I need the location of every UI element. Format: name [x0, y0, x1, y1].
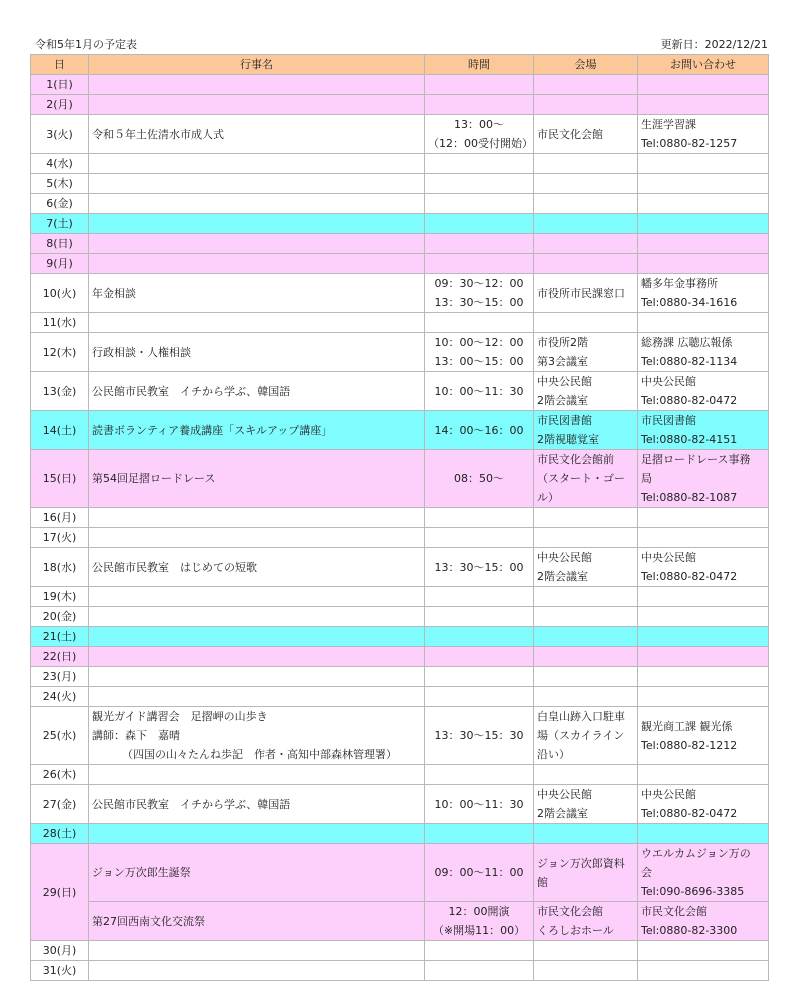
contact-cell: 市民図書館 Tel:0880-82-4151 — [638, 411, 769, 450]
time-cell: 14：00～16：00 — [425, 411, 534, 450]
venue-cell: ジョン万次郎資料 館 — [534, 844, 638, 902]
day-cell: 20(金) — [31, 607, 89, 627]
day-cell: 6(金) — [31, 194, 89, 214]
venue-cell: 市民文化会館 くろしおホール — [534, 902, 638, 941]
time-cell: 10：00～12：00 13：00～15：00 — [425, 333, 534, 372]
table-row — [31, 667, 769, 687]
day-cell: 10(火) — [31, 274, 89, 313]
table-row — [31, 333, 769, 372]
contact-cell: 中央公民館 Tel:0880-82-0472 — [638, 785, 769, 824]
day-cell: 21(土) — [31, 627, 89, 647]
header-event: 行事名 — [89, 55, 425, 75]
event-cell: 観光ガイド講習会 足摺岬の山歩き 講師：森下 嘉晴 （四国の山々たんね歩記 作者・高知中部森林管理署） — [89, 707, 425, 765]
contact-cell: 中央公民館 Tel:0880-82-0472 — [638, 548, 769, 587]
venue-cell: 市役所2階 第3会議室 — [534, 333, 638, 372]
day-cell: 30(月) — [31, 941, 89, 961]
day-cell: 27(金) — [31, 785, 89, 824]
day-cell: 14(土) — [31, 411, 89, 450]
event-cell: 行政相談・人権相談 — [89, 333, 425, 372]
day-cell: 18(水) — [31, 548, 89, 587]
time-cell: 09：30～12：00 13：30～15：00 — [425, 274, 534, 313]
header-venue: 会場 — [534, 55, 638, 75]
table-row — [31, 95, 769, 115]
day-cell: 24(火) — [31, 687, 89, 707]
contact-cell: 足摺ロードレース事務 局 Tel:0880-82-1087 — [638, 450, 769, 508]
contact-cell: 観光商工課 観光係 Tel:0880-82-1212 — [638, 707, 769, 765]
table-row — [31, 313, 769, 333]
event-cell: 年金相談 — [89, 274, 425, 313]
table-row — [31, 707, 769, 765]
event-cell: 第54回足摺ロードレース — [89, 450, 425, 508]
table-row — [31, 75, 769, 95]
event-cell: 読書ボランティア養成講座「スキルアップ講座」 — [89, 411, 425, 450]
header-day: 日 — [31, 55, 89, 75]
event-cell: 第27回西南文化交流祭 — [89, 902, 425, 941]
day-cell: 28(土) — [31, 824, 89, 844]
time-cell: 10：00～11：30 — [425, 372, 534, 411]
table-row — [31, 174, 769, 194]
table-row — [31, 607, 769, 627]
header-time: 時間 — [425, 55, 534, 75]
table-row — [31, 902, 769, 941]
time-cell: 12：00開演 （※開場11：00） — [425, 902, 534, 941]
table-row — [31, 194, 769, 214]
day-cell: 13(金) — [31, 372, 89, 411]
day-cell: 17(火) — [31, 528, 89, 548]
day-cell: 15(日) — [31, 450, 89, 508]
table-row — [31, 154, 769, 174]
table-row — [31, 548, 769, 587]
day-cell: 29(日) — [31, 844, 89, 941]
table-row — [31, 254, 769, 274]
table-row — [31, 587, 769, 607]
event-cell: 公民館市民教室 イチから学ぶ、韓国語 — [89, 372, 425, 411]
table-row — [31, 214, 769, 234]
day-cell: 23(月) — [31, 667, 89, 687]
table-row — [31, 411, 769, 450]
day-cell: 11(水) — [31, 313, 89, 333]
event-cell: 公民館市民教室 イチから学ぶ、韓国語 — [89, 785, 425, 824]
table-row — [31, 234, 769, 254]
table-row — [31, 450, 769, 508]
table-row — [31, 528, 769, 548]
page-title: 令和5年1月の予定表 — [35, 38, 137, 51]
event-cell: 令和５年土佐清水市成人式 — [89, 115, 425, 154]
table-row — [31, 687, 769, 707]
venue-cell: 市民文化会館 — [534, 115, 638, 154]
event-cell: 公民館市民教室 はじめての短歌 — [89, 548, 425, 587]
day-cell: 1(日) — [31, 75, 89, 95]
day-cell: 16(月) — [31, 508, 89, 528]
updated-date: 更新日：2022/12/21 — [660, 38, 768, 51]
contact-cell: 幡多年金事務所 Tel:0880-34-1616 — [638, 274, 769, 313]
table-row — [31, 274, 769, 313]
table-row — [31, 961, 769, 981]
day-cell: 19(木) — [31, 587, 89, 607]
time-cell: 08：50～ — [425, 450, 534, 508]
contact-cell: 生涯学習課 Tel:0880-82-1257 — [638, 115, 769, 154]
day-cell: 4(水) — [31, 154, 89, 174]
table-row — [31, 627, 769, 647]
time-cell: 09：00～11：00 — [425, 844, 534, 902]
venue-cell: 中央公民館 2階会議室 — [534, 548, 638, 587]
header-contact: お問い合わせ — [638, 55, 769, 75]
table-header-row — [31, 55, 769, 75]
day-cell: 25(水) — [31, 707, 89, 765]
table-row — [31, 115, 769, 154]
contact-cell: 市民文化会館 Tel:0880-82-3300 — [638, 902, 769, 941]
venue-cell: 市民文化会館前 （スタート・ゴー ル） — [534, 450, 638, 508]
table-row — [31, 647, 769, 667]
day-cell: 7(土) — [31, 214, 89, 234]
contact-cell: 中央公民館 Tel:0880-82-0472 — [638, 372, 769, 411]
time-cell: 13：30～15：30 — [425, 707, 534, 765]
day-cell: 26(木) — [31, 765, 89, 785]
day-cell: 22(日) — [31, 647, 89, 667]
contact-cell: 総務課 広聴広報係 Tel:0880-82-1134 — [638, 333, 769, 372]
venue-cell: 市役所市民課窓口 — [534, 274, 638, 313]
table-row — [31, 508, 769, 528]
time-cell: 10：00～11：30 — [425, 785, 534, 824]
day-cell: 12(木) — [31, 333, 89, 372]
day-cell: 2(月) — [31, 95, 89, 115]
day-cell: 3(火) — [31, 115, 89, 154]
time-cell: 13：30～15：00 — [425, 548, 534, 587]
day-cell: 9(月) — [31, 254, 89, 274]
table-row — [31, 941, 769, 961]
table-row — [31, 372, 769, 411]
venue-cell: 白皇山跡入口駐車 場（スカイライン 沿い） — [534, 707, 638, 765]
table-row — [31, 824, 769, 844]
day-cell: 5(木) — [31, 174, 89, 194]
venue-cell: 市民図書館 2階視聴覚室 — [534, 411, 638, 450]
venue-cell: 中央公民館 2階会議室 — [534, 372, 638, 411]
schedule-table — [30, 54, 769, 981]
table-row — [31, 765, 769, 785]
day-cell: 31(火) — [31, 961, 89, 981]
time-cell: 13：00～ （12：00受付開始） — [425, 115, 534, 154]
table-row — [31, 785, 769, 824]
day-cell: 8(日) — [31, 234, 89, 254]
venue-cell: 中央公民館 2階会議室 — [534, 785, 638, 824]
event-cell: ジョン万次郎生誕祭 — [89, 844, 425, 902]
table-row — [31, 844, 769, 902]
contact-cell: ウエルカムジョン万の 会 Tel:090-8696-3385 — [638, 844, 769, 902]
